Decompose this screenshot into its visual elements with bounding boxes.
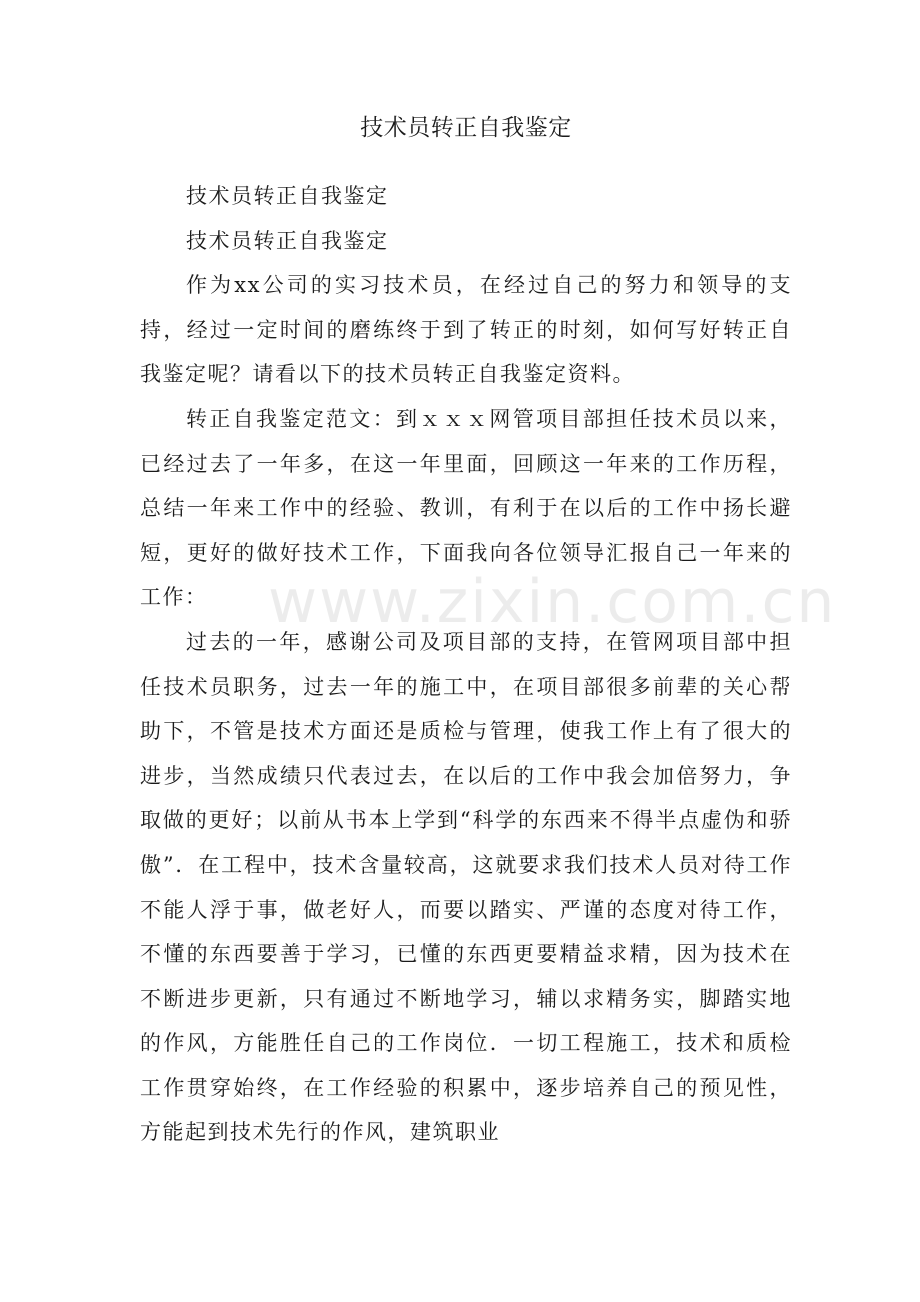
paragraph-intro: 作为xx公司的实习技术员，在经过自己的努力和领导的支持，经过一定时间的磨练终于到了转正的时刻，如何写好转正自我鉴定呢？请看以下的技术员转正自我鉴定资料。 bbox=[140, 273, 792, 387]
paragraph-subtitle-1: 技术员转正自我鉴定 bbox=[186, 184, 389, 208]
paragraph-sample-opening: 转正自我鉴定范文：到ｘｘｘ网管项目部担任技术员以来，已经过去了一年多，在这一年里面，回顾这一年来的工作历程，总结一年来工作中的经验、教训，有利于在以后的工作中扬长避短，更好的做好技术工作，下面我向各位领导汇报自己一年来的工作： bbox=[140, 406, 792, 610]
paragraph-subtitle-2: 技术员转正自我鉴定 bbox=[186, 228, 389, 253]
paragraph-body: 过去的一年，感谢公司及项目部的支持，在管网项目部中担任技术员职务，过去一年的施工中，在项目部很多前辈的关心帮助下，不管是技术方面还是质检与管理，使我工作上有了很大的进步，当然成绩只代表过去，在以后的工作中我会加倍努力，争取做的更好；以前从书本上学到“科学的东西来不得半点虚伪和骄傲”．在工程中，技术含量较高，这就要求我们技术人员对待工作不能人浮于事，做老好人，而要以踏实、严谨的态度对待工作，不懂的东西要善于学习，已懂的东西更要精益求精，因为技术在不断进步更新，只有通过不断地学习，辅以求精务实，脚踏实地的作风，方能胜任自己的工作岗位．一切工程施工，技术和质检工作贯穿始终，在工作经验的积累中，逐步培养自己的预见性，方能起到技术先行的作风，建筑职业 bbox=[140, 629, 792, 1145]
watermark-text: www.zixin.com.cn bbox=[268, 567, 837, 637]
document-title: 技术员转正自我鉴定 bbox=[360, 115, 572, 141]
